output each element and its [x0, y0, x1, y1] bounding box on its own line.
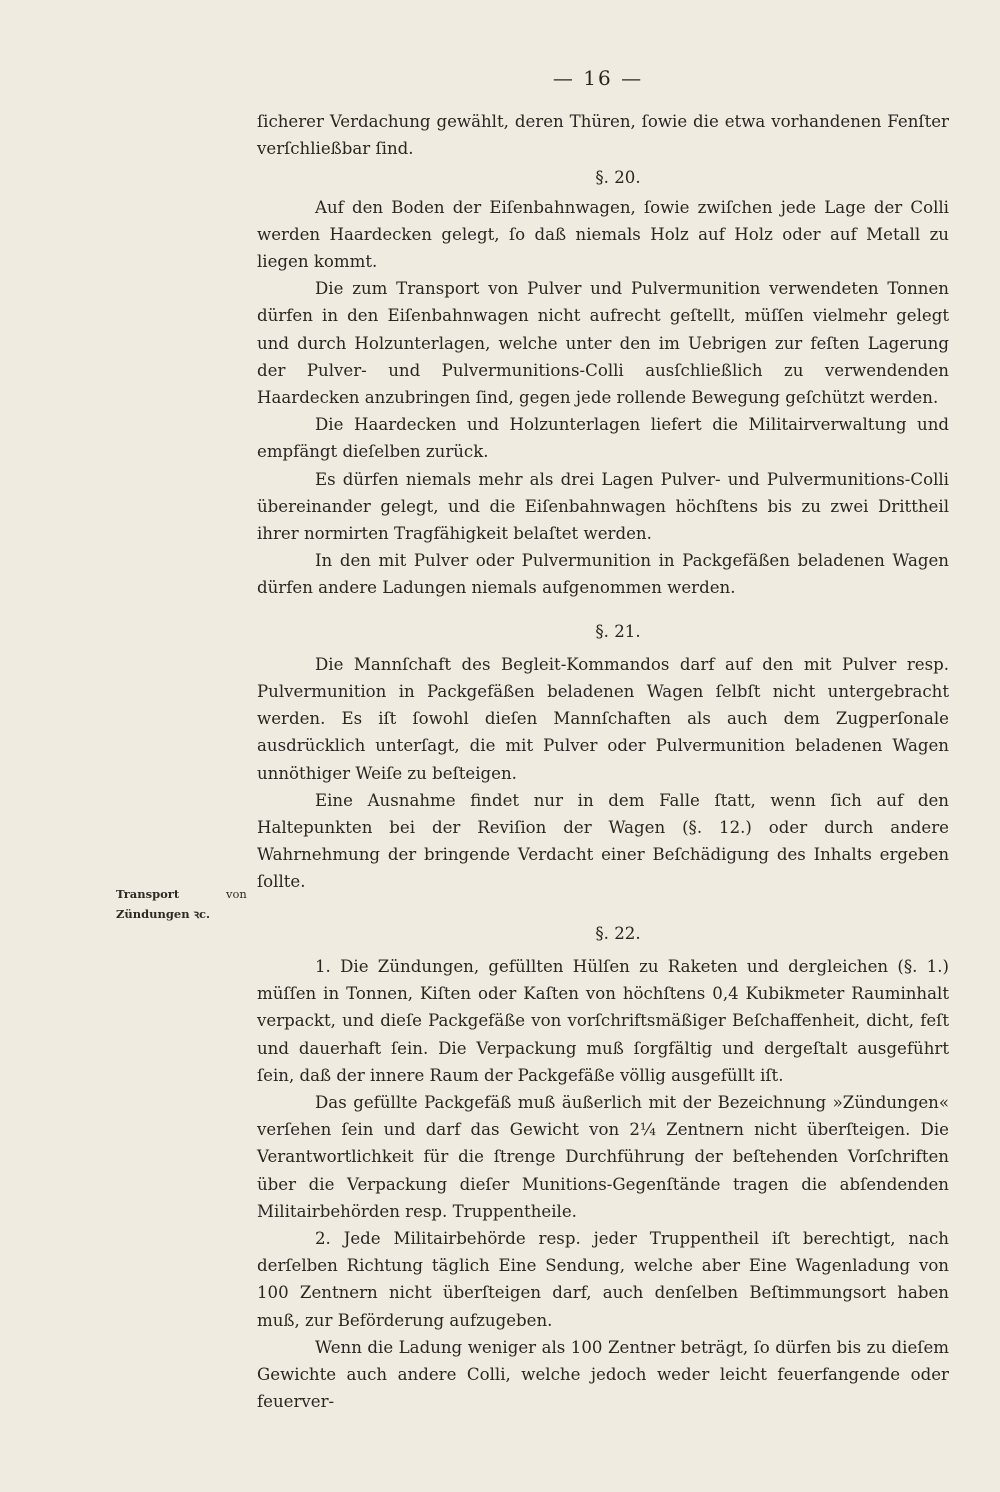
paragraph: Es dürfen niemals mehr als drei Lagen Pulver- und Pulvermunitions-Colli übereinander gelegt, und die Eiſenbahnwagen höchſtens bis zu zwei Drittheil ihrer normirten Tragfähigkeit belaſtet werden. — [257, 469, 949, 544]
paragraph: Die zum Transport von Pulver und Pulvermunition verwendeten Tonnen dürfen in den Eiſenbahnwagen nicht aufrecht geſtellt, müſſen vielmehr gelegt und durch Holzunterlagen, welche unter den im Uebrigen zur feſten Lagerung der Pulver- und Pulvermunitions-Colli ausſchließlich zu verwendenden Haardecken anzubringen ſind, gegen jede rollende Bewegung geſchützt werden. — [257, 279, 949, 408]
margin-note — [116, 884, 256, 924]
section-heading-22: §. 22. — [595, 923, 641, 943]
paragraph: ſicherer Verdachung gewählt, deren Thüren, ſowie die etwa vorhandenen Fenſter verſchließbar ſind. — [257, 112, 949, 159]
body-text — [257, 108, 949, 1415]
margin-note-von: von — [226, 887, 247, 901]
paragraph: Auf den Boden der Eiſenbahnwagen, ſowie zwiſchen jede Lage der Colli werden Haardecken gelegt, ſo daß niemals Holz auf Holz oder auf Metall zu liegen kommt. — [257, 197, 949, 272]
margin-note-line-1: Transport — [116, 887, 180, 901]
paragraph: 2. Jede Militairbehörde resp. jeder Truppentheil iſt berechtigt, nach derſelben Richtung täglich Eine Sendung, welche aber Eine Wagenladung von 100 Zentnern nicht überſteigen darf, auch denſelben Beſtimmungsort haben muß, zur Beförderung aufzugeben. — [257, 1228, 949, 1330]
page-number: — 16 — — [552, 66, 644, 90]
paragraph: 1. Die Zündungen, gefüllten Hülſen zu Raketen und dergleichen (§. 1.) müſſen in Tonnen, Kiſten oder Kaſten von höchſtens 0,4 Kubikmeter Rauminhalt verpackt, und dieſe Packgefäße von vorſchriftsmäßiger Beſchaffenheit, dicht, feſt und dauerhaft ſein. Die Verpackung muß ſorgfältig und dergeſtalt ausgeführt ſein, daß der innere Raum der Packgefäße völlig ausgefüllt iſt. — [257, 956, 949, 1085]
paragraph: Die Mannſchaft des Begleit-Kommandos darf auf den mit Pulver resp. Pulvermunition in Packgefäßen beladenen Wagen ſelbſt nicht untergebracht werden. Es iſt ſowohl dieſen Mannſchaften als auch dem Zugperſonale ausdrücklich unterſagt, die mit Pulver oder Pulvermunition beladenen Wagen unnöthiger Weiſe zu beſteigen. — [257, 654, 949, 783]
section-heading-21: §. 21. — [595, 621, 641, 641]
paragraph: In den mit Pulver oder Pulvermunition in Packgefäßen beladenen Wagen dürfen andere Ladungen niemals aufgenommen werden. — [257, 551, 949, 598]
paragraph: Wenn die Ladung weniger als 100 Zentner beträgt, ſo dürfen bis zu dieſem Gewichte auch andere Colli, welche jedoch weder leicht feuerfangende oder feuerver- — [257, 1337, 949, 1412]
paragraph: Die Haardecken und Holzunterlagen liefert die Militairverwaltung und empfängt dieſelben zurück. — [257, 415, 949, 462]
paragraph: Eine Ausnahme findet nur in dem Falle ſtatt, wenn ſich auf den Haltepunkten bei der Reviſion der Wagen (§. 12.) oder durch andere Wahrnehmung der bringende Verdacht einer Beſchädigung des Inhalts ergeben ſollte. — [257, 790, 949, 892]
margin-note-line-2: Zündungen ꝛc. — [116, 907, 211, 921]
paragraph: Das gefüllte Packgefäß muß äußerlich mit der Bezeichnung »Zündungen« verſehen ſein und darf das Gewicht von 2¼ Zentnern nicht überſteigen. Die Verantwortlichkeit für die ſtrenge Durchführung der beſtehenden Vorſchriften über die Verpackung dieſer Munitions-Gegenſtände tragen die abſendenden Militairbehörden resp. Truppentheile. — [257, 1092, 949, 1221]
section-heading-20: §. 20. — [595, 168, 641, 188]
